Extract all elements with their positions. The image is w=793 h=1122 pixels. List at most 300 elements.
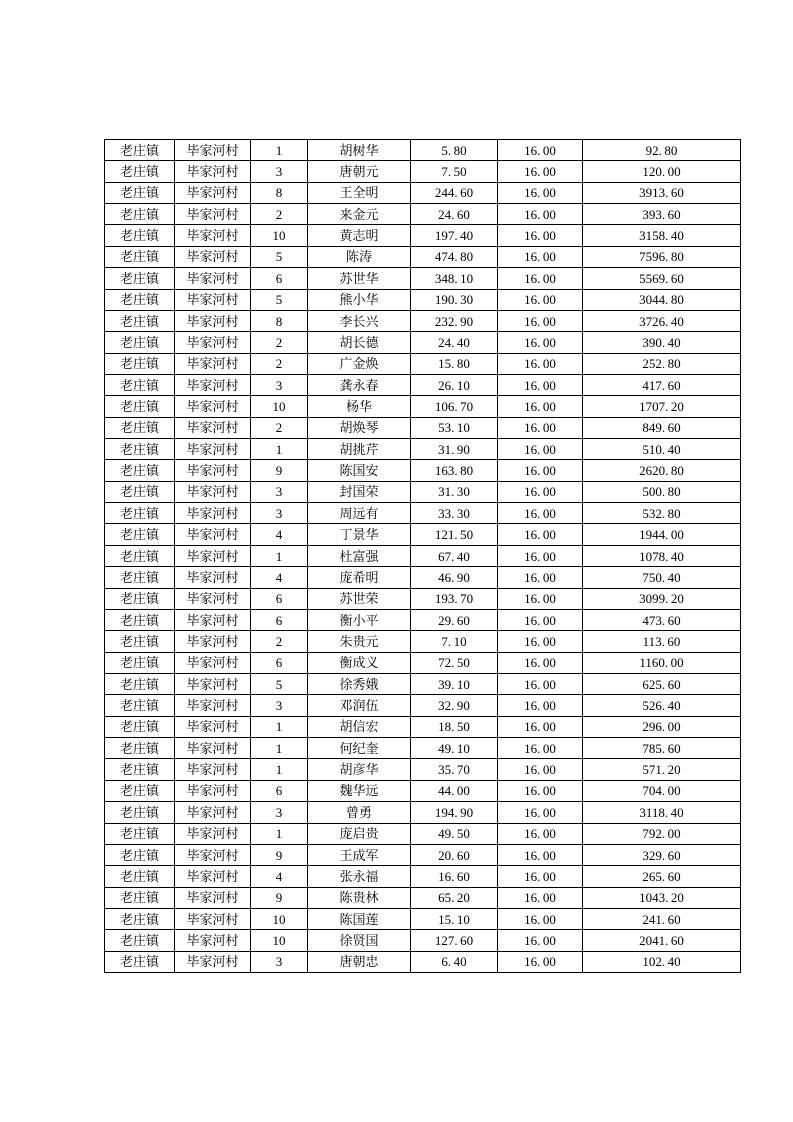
table-row [105, 738, 741, 759]
cell-name: 苏世荣 [308, 588, 411, 609]
cell-village: 毕家河村 [175, 588, 251, 609]
cell-quantity: 7. 50 [411, 161, 498, 182]
cell-quantity: 474. 80 [411, 246, 498, 267]
cell-unit_price: 16. 00 [498, 289, 583, 310]
cell-town: 老庄镇 [105, 802, 175, 823]
cell-quantity: 24. 60 [411, 204, 498, 225]
cell-name: 来金元 [308, 204, 411, 225]
cell-group: 1 [251, 716, 308, 737]
table-row [105, 695, 741, 716]
cell-town: 老庄镇 [105, 951, 175, 972]
cell-group: 2 [251, 204, 308, 225]
cell-name: 曾勇 [308, 802, 411, 823]
cell-amount: 473. 60 [583, 609, 741, 630]
cell-town: 老庄镇 [105, 503, 175, 524]
cell-amount: 785. 60 [583, 738, 741, 759]
table-row [105, 631, 741, 652]
cell-unit_price: 16. 00 [498, 951, 583, 972]
cell-name: 封国荣 [308, 481, 411, 502]
cell-village: 毕家河村 [175, 716, 251, 737]
table-row [105, 673, 741, 694]
cell-quantity: 7. 10 [411, 631, 498, 652]
cell-village: 毕家河村 [175, 844, 251, 865]
cell-unit_price: 16. 00 [498, 545, 583, 566]
cell-quantity: 39. 10 [411, 673, 498, 694]
cell-unit_price: 16. 00 [498, 332, 583, 353]
cell-name: 广金焕 [308, 353, 411, 374]
cell-town: 老庄镇 [105, 759, 175, 780]
cell-quantity: 31. 30 [411, 481, 498, 502]
cell-amount: 792. 00 [583, 823, 741, 844]
cell-amount: 296. 00 [583, 716, 741, 737]
cell-group: 6 [251, 780, 308, 801]
cell-village: 毕家河村 [175, 503, 251, 524]
cell-quantity: 16. 60 [411, 866, 498, 887]
cell-amount: 102. 40 [583, 951, 741, 972]
cell-quantity: 53. 10 [411, 417, 498, 438]
cell-quantity: 15. 10 [411, 908, 498, 929]
cell-group: 9 [251, 844, 308, 865]
cell-village: 毕家河村 [175, 396, 251, 417]
cell-village: 毕家河村 [175, 310, 251, 331]
cell-group: 3 [251, 802, 308, 823]
table-row [105, 310, 741, 331]
cell-group: 8 [251, 310, 308, 331]
cell-amount: 417. 60 [583, 374, 741, 395]
cell-unit_price: 16. 00 [498, 844, 583, 865]
cell-village: 毕家河村 [175, 567, 251, 588]
cell-unit_price: 16. 00 [498, 673, 583, 694]
cell-amount: 3044. 80 [583, 289, 741, 310]
cell-village: 毕家河村 [175, 823, 251, 844]
cell-village: 毕家河村 [175, 695, 251, 716]
cell-town: 老庄镇 [105, 439, 175, 460]
cell-town: 老庄镇 [105, 524, 175, 545]
cell-group: 2 [251, 332, 308, 353]
cell-amount: 510. 40 [583, 439, 741, 460]
cell-amount: 5569. 60 [583, 268, 741, 289]
cell-name: 胡树华 [308, 140, 411, 161]
cell-amount: 500. 80 [583, 481, 741, 502]
cell-name: 陈贵林 [308, 887, 411, 908]
table-row [105, 652, 741, 673]
table-row [105, 503, 741, 524]
cell-name: 张永福 [308, 866, 411, 887]
cell-name: 徐秀娥 [308, 673, 411, 694]
cell-group: 4 [251, 866, 308, 887]
table-row [105, 802, 741, 823]
cell-town: 老庄镇 [105, 609, 175, 630]
cell-unit_price: 16. 00 [498, 780, 583, 801]
cell-town: 老庄镇 [105, 268, 175, 289]
cell-unit_price: 16. 00 [498, 930, 583, 951]
cell-village: 毕家河村 [175, 439, 251, 460]
cell-group: 2 [251, 353, 308, 374]
cell-name: 李长兴 [308, 310, 411, 331]
cell-village: 毕家河村 [175, 481, 251, 502]
cell-amount: 571. 20 [583, 759, 741, 780]
cell-unit_price: 16. 00 [498, 567, 583, 588]
cell-unit_price: 16. 00 [498, 161, 583, 182]
cell-unit_price: 16. 00 [498, 738, 583, 759]
cell-amount: 3099. 20 [583, 588, 741, 609]
cell-name: 龚永春 [308, 374, 411, 395]
cell-amount: 3118. 40 [583, 802, 741, 823]
cell-unit_price: 16. 00 [498, 439, 583, 460]
cell-quantity: 20. 60 [411, 844, 498, 865]
cell-village: 毕家河村 [175, 951, 251, 972]
cell-village: 毕家河村 [175, 780, 251, 801]
cell-village: 毕家河村 [175, 908, 251, 929]
cell-quantity: 65. 20 [411, 887, 498, 908]
cell-quantity: 32. 90 [411, 695, 498, 716]
cell-quantity: 163. 80 [411, 460, 498, 481]
cell-name: 唐朝元 [308, 161, 411, 182]
cell-unit_price: 16. 00 [498, 866, 583, 887]
cell-unit_price: 16. 00 [498, 396, 583, 417]
cell-town: 老庄镇 [105, 140, 175, 161]
cell-village: 毕家河村 [175, 545, 251, 566]
cell-amount: 1707. 20 [583, 396, 741, 417]
cell-name: 胡信宏 [308, 716, 411, 737]
cell-amount: 3158. 40 [583, 225, 741, 246]
cell-village: 毕家河村 [175, 887, 251, 908]
cell-amount: 329. 60 [583, 844, 741, 865]
cell-town: 老庄镇 [105, 631, 175, 652]
cell-amount: 2041. 60 [583, 930, 741, 951]
cell-unit_price: 16. 00 [498, 652, 583, 673]
cell-town: 老庄镇 [105, 353, 175, 374]
cell-town: 老庄镇 [105, 396, 175, 417]
cell-town: 老庄镇 [105, 866, 175, 887]
cell-unit_price: 16. 00 [498, 802, 583, 823]
cell-quantity: 18. 50 [411, 716, 498, 737]
table-row [105, 545, 741, 566]
cell-name: 何纪奎 [308, 738, 411, 759]
cell-quantity: 5. 80 [411, 140, 498, 161]
cell-town: 老庄镇 [105, 246, 175, 267]
cell-group: 1 [251, 140, 308, 161]
table-row [105, 204, 741, 225]
cell-unit_price: 16. 00 [498, 908, 583, 929]
table-row [105, 951, 741, 972]
cell-unit_price: 16. 00 [498, 823, 583, 844]
cell-town: 老庄镇 [105, 716, 175, 737]
cell-name: 朱贵元 [308, 631, 411, 652]
cell-quantity: 106. 70 [411, 396, 498, 417]
cell-group: 10 [251, 225, 308, 246]
table-row [105, 759, 741, 780]
cell-unit_price: 16. 00 [498, 374, 583, 395]
table-row [105, 161, 741, 182]
cell-town: 老庄镇 [105, 481, 175, 502]
cell-unit_price: 16. 00 [498, 140, 583, 161]
cell-name: 苏世华 [308, 268, 411, 289]
cell-group: 8 [251, 182, 308, 203]
cell-village: 毕家河村 [175, 460, 251, 481]
cell-town: 老庄镇 [105, 887, 175, 908]
cell-name: 杜富强 [308, 545, 411, 566]
cell-amount: 750. 40 [583, 567, 741, 588]
cell-group: 3 [251, 951, 308, 972]
table-row [105, 417, 741, 438]
cell-town: 老庄镇 [105, 182, 175, 203]
cell-unit_price: 16. 00 [498, 481, 583, 502]
cell-group: 3 [251, 161, 308, 182]
cell-group: 1 [251, 759, 308, 780]
cell-village: 毕家河村 [175, 738, 251, 759]
cell-town: 老庄镇 [105, 545, 175, 566]
cell-quantity: 44. 00 [411, 780, 498, 801]
cell-name: 胡彦华 [308, 759, 411, 780]
cell-quantity: 121. 50 [411, 524, 498, 545]
cell-unit_price: 16. 00 [498, 268, 583, 289]
cell-town: 老庄镇 [105, 844, 175, 865]
cell-name: 庞启贵 [308, 823, 411, 844]
table-row [105, 887, 741, 908]
cell-village: 毕家河村 [175, 374, 251, 395]
cell-town: 老庄镇 [105, 460, 175, 481]
cell-unit_price: 16. 00 [498, 524, 583, 545]
cell-unit_price: 16. 00 [498, 609, 583, 630]
table-row [105, 225, 741, 246]
table-row [105, 246, 741, 267]
cell-name: 杨华 [308, 396, 411, 417]
cell-quantity: 244. 60 [411, 182, 498, 203]
cell-name: 胡长德 [308, 332, 411, 353]
cell-group: 6 [251, 652, 308, 673]
cell-unit_price: 16. 00 [498, 225, 583, 246]
cell-village: 毕家河村 [175, 802, 251, 823]
cell-quantity: 197. 40 [411, 225, 498, 246]
cell-name: 邓润伍 [308, 695, 411, 716]
cell-village: 毕家河村 [175, 673, 251, 694]
cell-name: 胡焕琴 [308, 417, 411, 438]
cell-group: 9 [251, 460, 308, 481]
cell-town: 老庄镇 [105, 567, 175, 588]
cell-unit_price: 16. 00 [498, 503, 583, 524]
cell-amount: 3913. 60 [583, 182, 741, 203]
cell-name: 王成军 [308, 844, 411, 865]
cell-group: 1 [251, 545, 308, 566]
cell-unit_price: 16. 00 [498, 631, 583, 652]
cell-village: 毕家河村 [175, 353, 251, 374]
cell-village: 毕家河村 [175, 930, 251, 951]
cell-quantity: 232. 90 [411, 310, 498, 331]
cell-town: 老庄镇 [105, 332, 175, 353]
cell-town: 老庄镇 [105, 204, 175, 225]
cell-amount: 7596. 80 [583, 246, 741, 267]
cell-village: 毕家河村 [175, 631, 251, 652]
table-row [105, 567, 741, 588]
cell-group: 10 [251, 908, 308, 929]
cell-name: 衡小平 [308, 609, 411, 630]
cell-amount: 92. 80 [583, 140, 741, 161]
cell-town: 老庄镇 [105, 161, 175, 182]
cell-village: 毕家河村 [175, 652, 251, 673]
cell-quantity: 31. 90 [411, 439, 498, 460]
cell-name: 熊小华 [308, 289, 411, 310]
cell-group: 6 [251, 588, 308, 609]
cell-quantity: 348. 10 [411, 268, 498, 289]
cell-village: 毕家河村 [175, 246, 251, 267]
cell-name: 陈国安 [308, 460, 411, 481]
cell-quantity: 72. 50 [411, 652, 498, 673]
cell-unit_price: 16. 00 [498, 417, 583, 438]
cell-village: 毕家河村 [175, 289, 251, 310]
cell-quantity: 49. 10 [411, 738, 498, 759]
cell-group: 2 [251, 417, 308, 438]
cell-amount: 3726. 40 [583, 310, 741, 331]
cell-group: 3 [251, 481, 308, 502]
cell-amount: 2620. 80 [583, 460, 741, 481]
cell-name: 丁景华 [308, 524, 411, 545]
cell-amount: 252. 80 [583, 353, 741, 374]
cell-group: 5 [251, 289, 308, 310]
cell-village: 毕家河村 [175, 759, 251, 780]
cell-name: 唐朝忠 [308, 951, 411, 972]
cell-unit_price: 16. 00 [498, 460, 583, 481]
table-row [105, 844, 741, 865]
cell-amount: 265. 60 [583, 866, 741, 887]
cell-amount: 393. 60 [583, 204, 741, 225]
cell-quantity: 190. 30 [411, 289, 498, 310]
table-row [105, 289, 741, 310]
cell-town: 老庄镇 [105, 374, 175, 395]
cell-group: 3 [251, 695, 308, 716]
cell-unit_price: 16. 00 [498, 759, 583, 780]
cell-town: 老庄镇 [105, 695, 175, 716]
cell-name: 胡挑芹 [308, 439, 411, 460]
table-row [105, 588, 741, 609]
table-row [105, 140, 741, 161]
cell-unit_price: 16. 00 [498, 588, 583, 609]
cell-unit_price: 16. 00 [498, 716, 583, 737]
cell-group: 3 [251, 503, 308, 524]
cell-town: 老庄镇 [105, 652, 175, 673]
table-row [105, 460, 741, 481]
cell-quantity: 67. 40 [411, 545, 498, 566]
cell-unit_price: 16. 00 [498, 204, 583, 225]
cell-amount: 1160. 00 [583, 652, 741, 673]
cell-town: 老庄镇 [105, 417, 175, 438]
cell-town: 老庄镇 [105, 780, 175, 801]
cell-amount: 390. 40 [583, 332, 741, 353]
cell-quantity: 6. 40 [411, 951, 498, 972]
cell-unit_price: 16. 00 [498, 310, 583, 331]
cell-amount: 120. 00 [583, 161, 741, 182]
table-row [105, 780, 741, 801]
table-row [105, 353, 741, 374]
cell-quantity: 33. 30 [411, 503, 498, 524]
cell-quantity: 194. 90 [411, 802, 498, 823]
cell-group: 10 [251, 930, 308, 951]
cell-amount: 625. 60 [583, 673, 741, 694]
cell-amount: 113. 60 [583, 631, 741, 652]
cell-unit_price: 16. 00 [498, 695, 583, 716]
table-row [105, 268, 741, 289]
table-row [105, 930, 741, 951]
cell-group: 3 [251, 374, 308, 395]
cell-unit_price: 16. 00 [498, 887, 583, 908]
cell-quantity: 127. 60 [411, 930, 498, 951]
cell-name: 黄志明 [308, 225, 411, 246]
cell-town: 老庄镇 [105, 588, 175, 609]
payment-table [104, 139, 741, 973]
cell-group: 10 [251, 396, 308, 417]
cell-amount: 849. 60 [583, 417, 741, 438]
cell-village: 毕家河村 [175, 332, 251, 353]
table-row [105, 908, 741, 929]
cell-amount: 241. 60 [583, 908, 741, 929]
cell-group: 6 [251, 268, 308, 289]
cell-name: 衡成义 [308, 652, 411, 673]
table-row [105, 439, 741, 460]
cell-group: 2 [251, 631, 308, 652]
cell-quantity: 15. 80 [411, 353, 498, 374]
cell-amount: 526. 40 [583, 695, 741, 716]
cell-village: 毕家河村 [175, 268, 251, 289]
cell-amount: 1043. 20 [583, 887, 741, 908]
cell-name: 徐贤国 [308, 930, 411, 951]
cell-town: 老庄镇 [105, 823, 175, 844]
cell-group: 6 [251, 609, 308, 630]
table-row [105, 374, 741, 395]
cell-quantity: 24. 40 [411, 332, 498, 353]
cell-village: 毕家河村 [175, 140, 251, 161]
cell-town: 老庄镇 [105, 930, 175, 951]
cell-unit_price: 16. 00 [498, 353, 583, 374]
cell-village: 毕家河村 [175, 225, 251, 246]
table-row [105, 481, 741, 502]
cell-group: 4 [251, 567, 308, 588]
cell-town: 老庄镇 [105, 310, 175, 331]
cell-village: 毕家河村 [175, 866, 251, 887]
cell-quantity: 49. 50 [411, 823, 498, 844]
cell-name: 王全明 [308, 182, 411, 203]
cell-village: 毕家河村 [175, 417, 251, 438]
cell-amount: 704. 00 [583, 780, 741, 801]
cell-group: 4 [251, 524, 308, 545]
cell-amount: 1078. 40 [583, 545, 741, 566]
cell-unit_price: 16. 00 [498, 246, 583, 267]
table-row [105, 524, 741, 545]
cell-town: 老庄镇 [105, 289, 175, 310]
cell-name: 陈涛 [308, 246, 411, 267]
cell-village: 毕家河村 [175, 609, 251, 630]
cell-name: 魏华远 [308, 780, 411, 801]
cell-group: 5 [251, 673, 308, 694]
cell-quantity: 26. 10 [411, 374, 498, 395]
cell-name: 庞希明 [308, 567, 411, 588]
cell-group: 5 [251, 246, 308, 267]
cell-village: 毕家河村 [175, 204, 251, 225]
payment-table-body [105, 140, 741, 973]
cell-group: 9 [251, 887, 308, 908]
cell-group: 1 [251, 439, 308, 460]
cell-unit_price: 16. 00 [498, 182, 583, 203]
cell-village: 毕家河村 [175, 524, 251, 545]
cell-town: 老庄镇 [105, 673, 175, 694]
table-row [105, 866, 741, 887]
cell-village: 毕家河村 [175, 161, 251, 182]
cell-name: 周远有 [308, 503, 411, 524]
cell-amount: 1944. 00 [583, 524, 741, 545]
table-row [105, 332, 741, 353]
cell-quantity: 46. 90 [411, 567, 498, 588]
cell-town: 老庄镇 [105, 738, 175, 759]
table-row [105, 823, 741, 844]
